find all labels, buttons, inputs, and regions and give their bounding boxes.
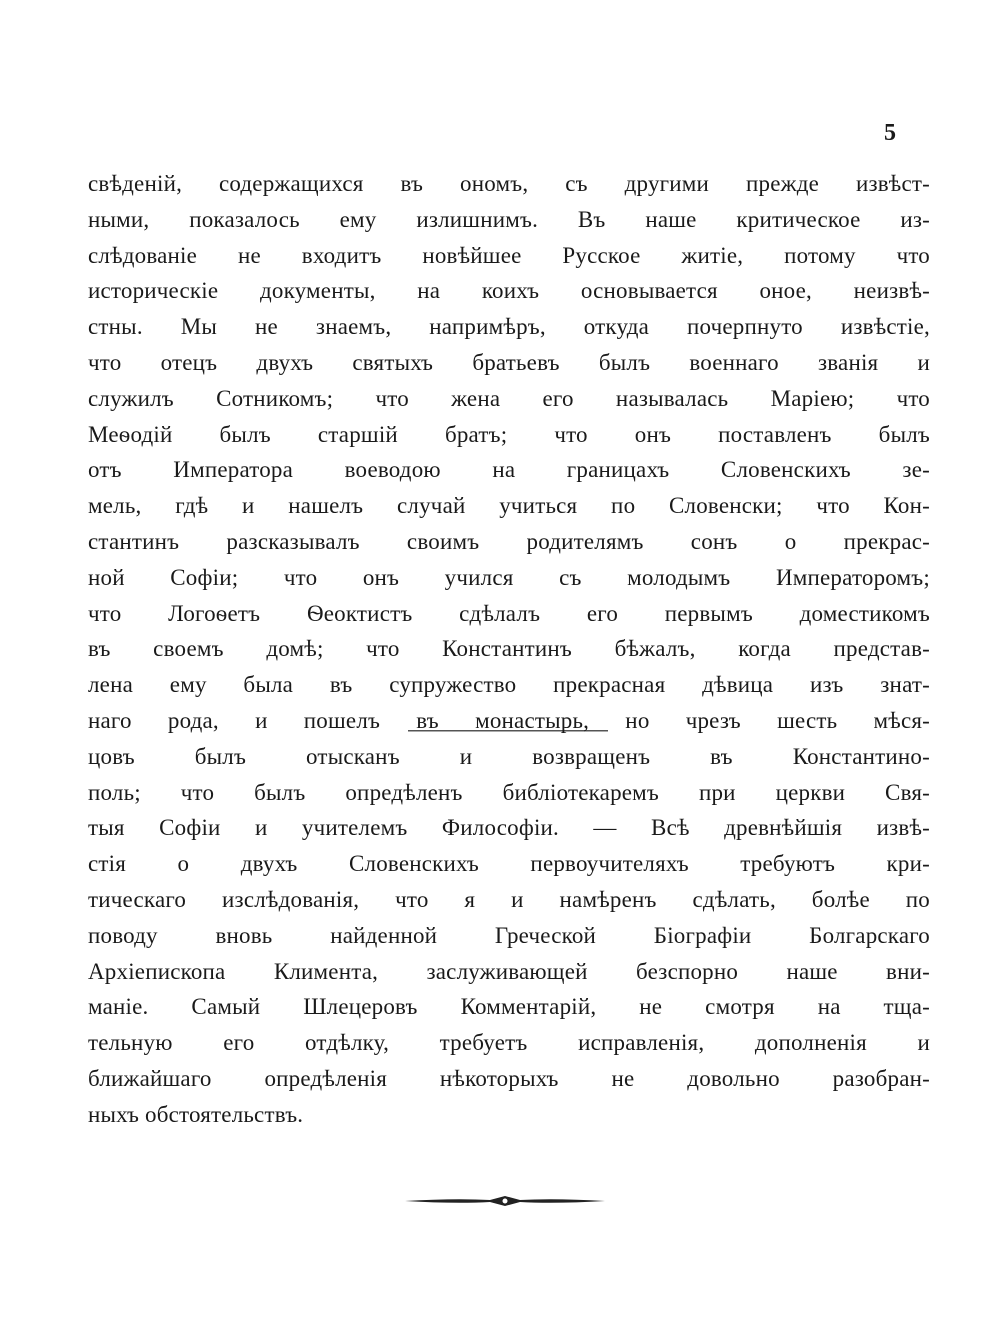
text-line: отъ Императора воеводою на границахъ Словенскихъ зе- [88, 457, 930, 483]
text-line: стія о двухъ Словенскихъ первоучителяхъ требуютъ кри- [88, 851, 930, 877]
text-line: стантинъ разсказывалъ своимъ родителямъ сонъ о прекрас- [88, 528, 930, 554]
text-line: стны. Мы не знаемъ, напримѣръ, откуда почерпнуто извѣстіе, [88, 314, 930, 340]
text-line: поводу вновь найденной Греческой Біографіи Болгарскаго [88, 922, 930, 948]
text-line: поль; что былъ опредѣленъ библіотекаремъ при церкви Свя- [88, 779, 930, 805]
end-ornament-divider [405, 1195, 605, 1207]
text-line: маніе. Самый Шлецеровъ Комментарій, не смотря на тща- [88, 994, 930, 1020]
text-line: ной Софіи; что онъ учился съ молодымъ Императоромъ; [88, 564, 930, 590]
text-line: что Логоѳетъ Ѳеоктистъ сдѣлалъ его первымъ доместикомъ [88, 600, 930, 626]
text-line: тическаго изслѣдованія, что я и намѣренъ сдѣлать, болѣе по [88, 886, 930, 912]
text-line: служилъ Сотникомъ; что жена его называлась Маріею; что [88, 385, 930, 411]
text-line: тельную его отдѣлку, требуетъ исправленія, дополненія и [88, 1030, 930, 1056]
text-line: тыя Софіи и учителемъ Философіи. — Всѣ древнѣйшія извѣ- [88, 815, 930, 841]
body-text [88, 166, 930, 1133]
text-line: свѣденій, содержащихся въ ономъ, съ другими прежде извѣст- [88, 171, 930, 196]
text-line: мель, гдѣ и нашелъ случай учиться по Словенски; что Кон- [88, 493, 930, 519]
text-line: слѣдованіе не входитъ новѣйшее Русское житіе, потому что [88, 242, 930, 268]
text-line: ными, показалось ему излишнимъ. Въ наше критическое из- [88, 206, 930, 232]
page-number: 5 [884, 120, 896, 146]
text-line: цовъ былъ отысканъ и возвращенъ въ Константино- [88, 743, 930, 769]
text-line: въ своемъ домѣ; что Константинъ бѣжалъ, когда представ- [88, 636, 930, 662]
text-line: ближайшаго опредѣленія нѣкоторыхъ не довольно разобран- [88, 1065, 930, 1091]
text-line: наго рода, и пошелъ въ монастырь, но чрезъ шесть мѣся- [88, 703, 930, 739]
text-line: что отецъ двухъ святыхъ братьевъ былъ военнаго званія и [88, 349, 930, 375]
text-line: ныхъ обстоятельствъ. [88, 1101, 304, 1127]
text-line: историческіе документы, на коихъ основывается оное, неизвѣ- [88, 278, 930, 304]
text-line: Меѳодій былъ старшій братъ; что онъ поставленъ былъ [88, 421, 930, 447]
text-line: Архіепископа Климента, заслуживающей безспорно наше вни- [88, 958, 930, 984]
text-line: лена ему была въ супружество прекрасная дѣвица изъ знат- [88, 672, 930, 698]
